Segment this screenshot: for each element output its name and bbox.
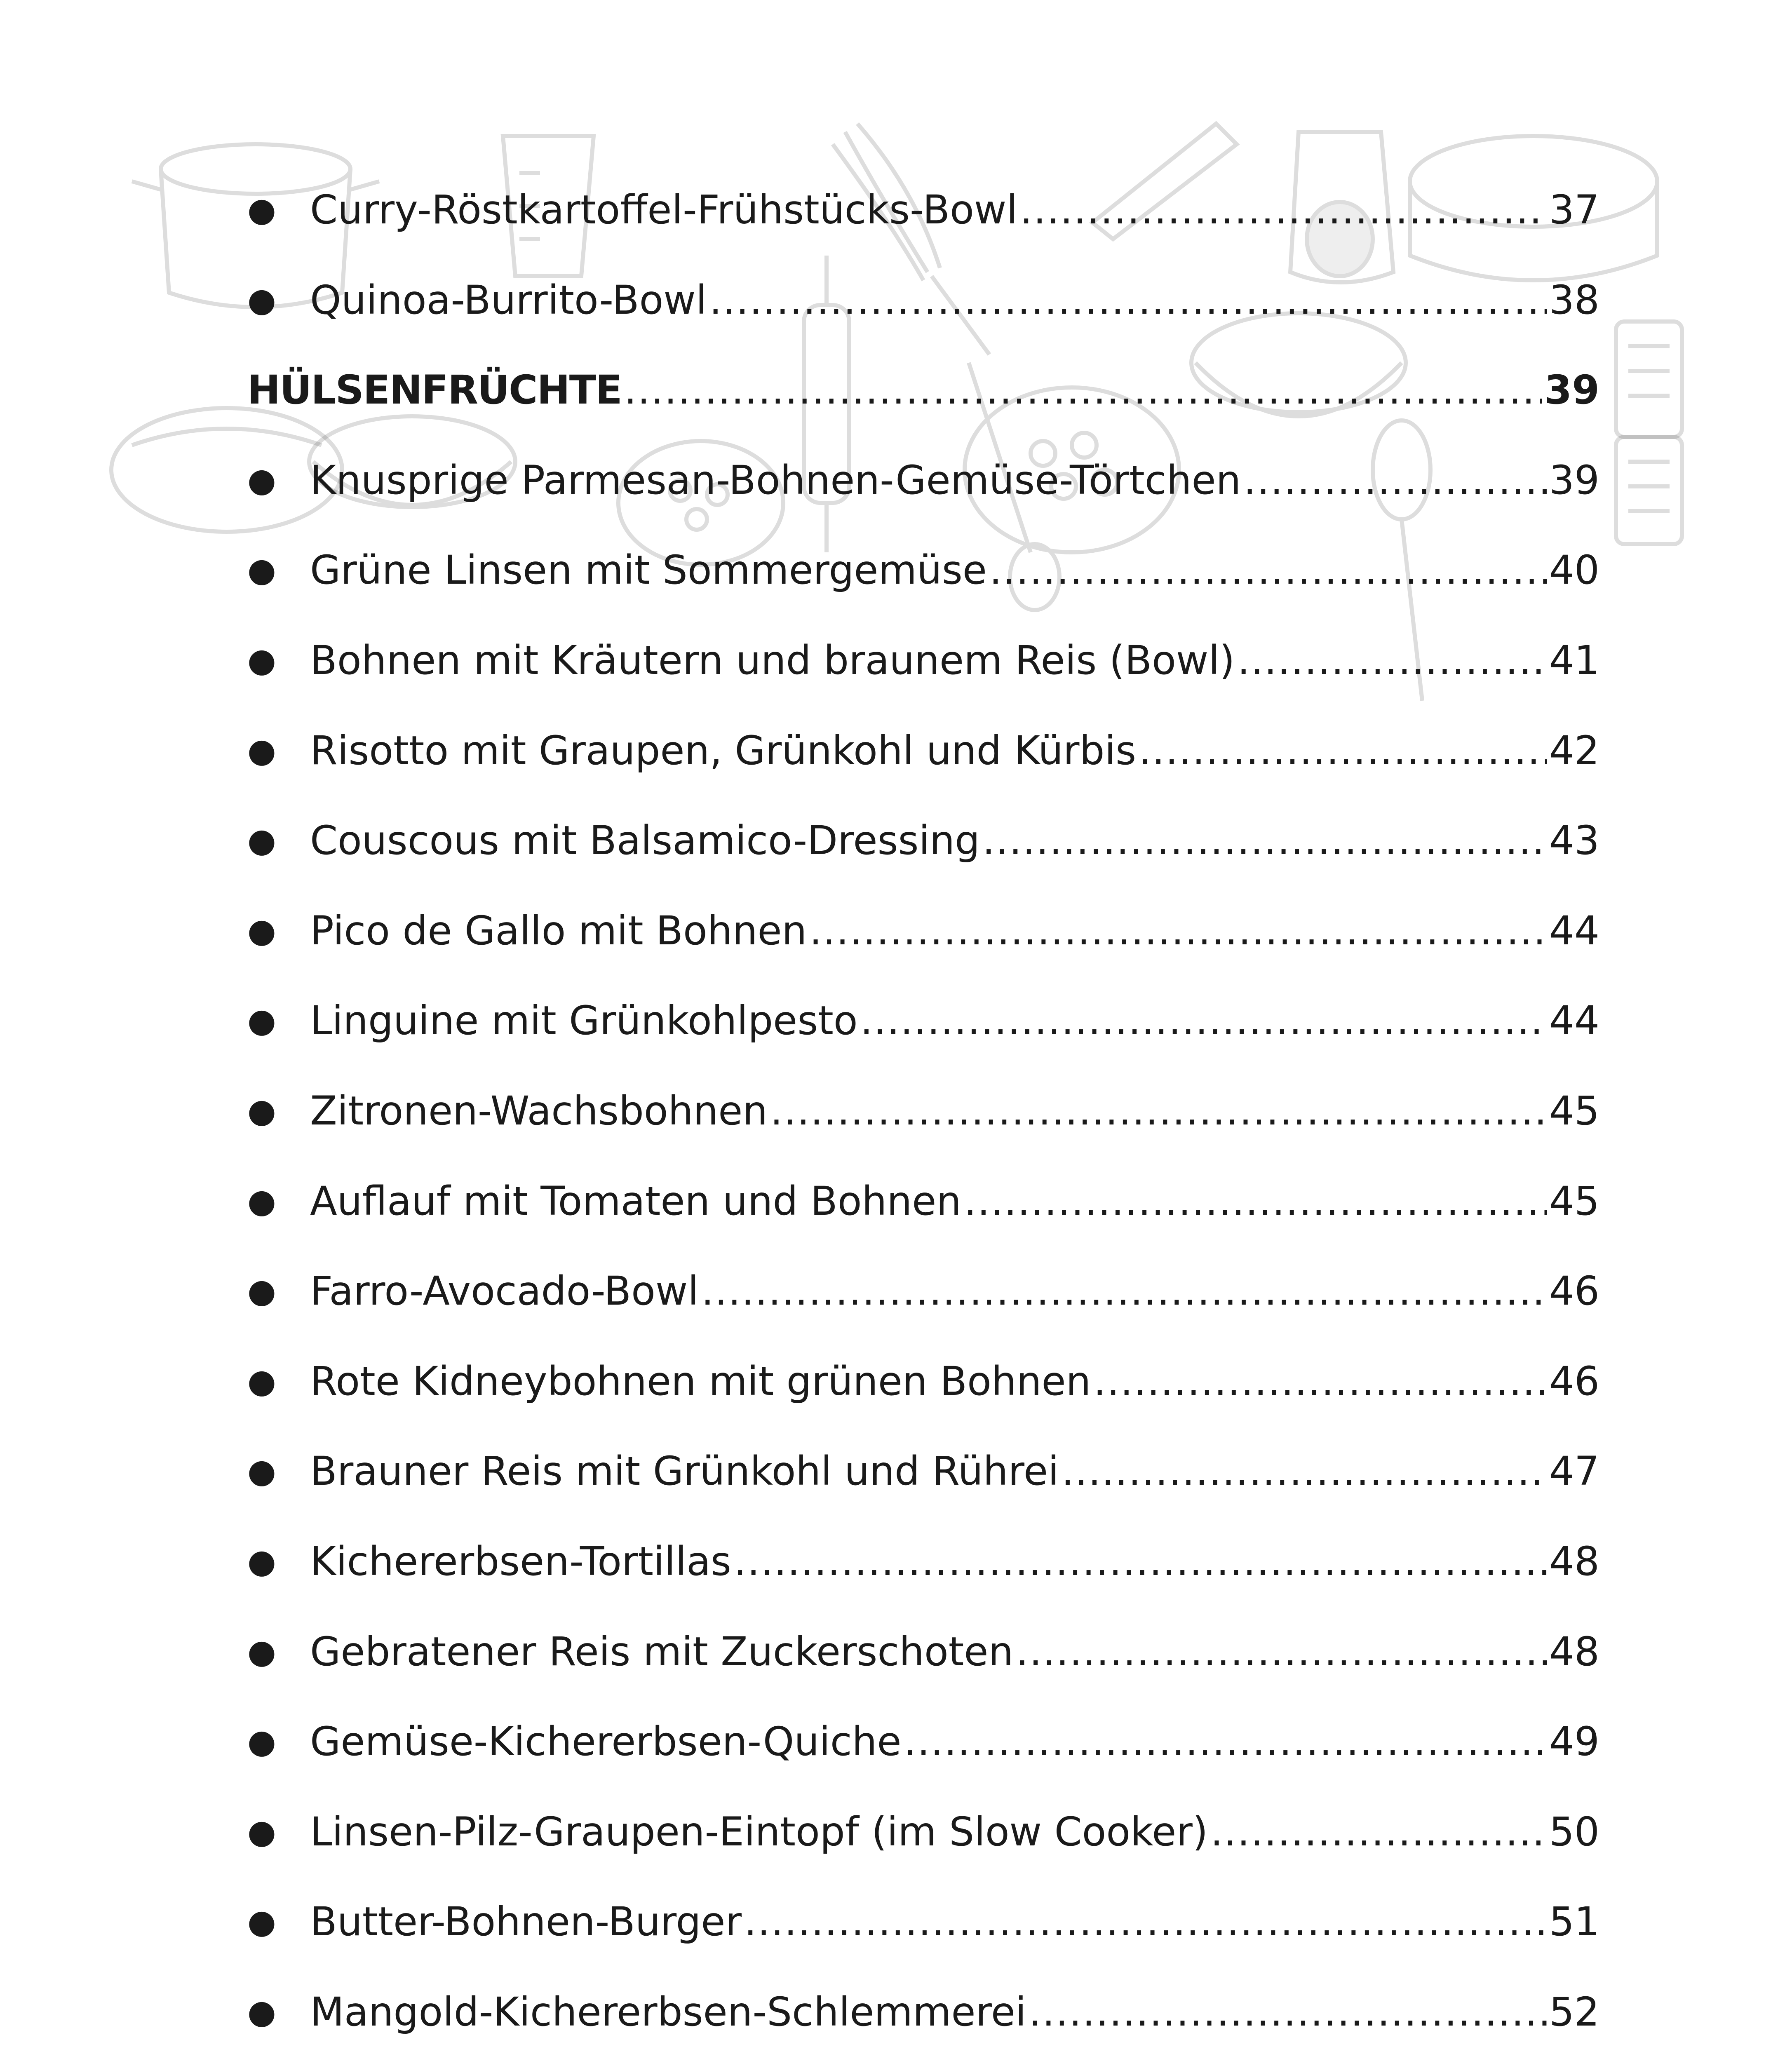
bullet-icon: ●: [247, 1632, 276, 1671]
page-number: 39: [1544, 367, 1599, 413]
page-number: 37: [1549, 187, 1599, 233]
bullet-icon: ●: [247, 280, 276, 319]
entry-title: Gebratener Reis mit Zuckerschoten: [310, 1628, 1014, 1675]
entry-title: Grüne Linsen mit Sommergemüse: [310, 547, 987, 594]
dot-leader: [1243, 435, 1546, 526]
entry-title: Bohnen mit Kräutern und braunem Reis (Bowl): [310, 637, 1235, 683]
page-number: 49: [1549, 1718, 1599, 1765]
dot-leader: [1139, 706, 1547, 796]
dot-leader: [989, 525, 1547, 615]
bullet-icon: ●: [247, 1181, 276, 1220]
dot-leader: [964, 1156, 1547, 1246]
dot-leader: [860, 976, 1547, 1066]
table-of-contents: [247, 165, 1599, 2061]
bullet-icon: ●: [247, 1722, 276, 1761]
dot-leader: [698, 2057, 1547, 2061]
page-number: [1549, 2057, 1599, 2061]
bullet-icon: ●: [247, 1812, 276, 1851]
entry-title: Linsen-Pilz-Graupen-Eintopf (im Slow Cooker): [310, 1808, 1208, 1855]
dot-leader: [744, 1877, 1547, 1967]
toc-entry[interactable]: [247, 706, 1599, 796]
bullet-icon: ●: [247, 551, 276, 589]
bullet-icon: ●: [247, 1001, 276, 1040]
toc-entry[interactable]: [247, 1426, 1599, 1516]
entry-title: Pico de Gallo mit Bohnen: [310, 907, 807, 954]
bullet-icon: ●: [247, 731, 276, 770]
dot-leader: [1016, 1607, 1547, 1697]
toc-entry[interactable]: [247, 886, 1599, 976]
dot-leader: [1210, 1787, 1547, 1877]
bullet-icon: ●: [247, 1272, 276, 1310]
toc-entry[interactable]: [247, 1787, 1599, 1877]
entry-title: Butter-Bohnen-Burger: [310, 1899, 742, 1945]
bullet-icon: ●: [247, 1091, 276, 1130]
section-title: HÜLSENFRÜCHTE: [247, 367, 622, 413]
bullet-icon: ●: [247, 821, 276, 860]
bullet-icon: ●: [247, 1452, 276, 1491]
bullet-icon: ●: [247, 460, 276, 499]
dot-leader: [1062, 1426, 1547, 1516]
bullet-icon: ●: [247, 641, 276, 679]
entry-title: Gemüse-Kichererbsen-Quiche: [310, 1718, 902, 1765]
bullet-icon: ●: [247, 911, 276, 950]
dot-leader: [709, 255, 1546, 345]
bullet-icon: ●: [247, 1542, 276, 1580]
toc-entry[interactable]: [247, 615, 1599, 706]
toc-entry[interactable]: [247, 976, 1599, 1066]
toc-entry[interactable]: [247, 1877, 1599, 1967]
grater-icon: [1616, 437, 1682, 544]
toc-entry[interactable]: [247, 2057, 1599, 2061]
toc-section-heading[interactable]: [247, 345, 1599, 435]
dot-leader: [904, 1697, 1547, 1787]
page-number: 43: [1549, 817, 1599, 864]
dot-leader: [770, 1066, 1547, 1156]
toc-entry[interactable]: [247, 1607, 1599, 1697]
page-number: 45: [1549, 1087, 1599, 1134]
page-number: 38: [1549, 277, 1599, 323]
page-number: 40: [1549, 547, 1599, 594]
page-number: 45: [1549, 1178, 1599, 1224]
toc-entry[interactable]: [247, 1246, 1599, 1336]
dot-leader: [809, 886, 1547, 976]
entry-title: Brauner Reis mit Grünkohl und Rührei: [310, 1448, 1059, 1495]
bullet-icon: [247, 2057, 260, 2061]
entry-title: Curry-Röstkartoffel-Frühstücks-Bowl: [310, 187, 1018, 233]
page-number: 42: [1549, 727, 1599, 774]
page-number: 48: [1549, 1628, 1599, 1675]
entry-title: Auflauf mit Tomaten und Bohnen: [310, 1178, 962, 1224]
dot-leader: [1237, 615, 1546, 706]
toc-entry[interactable]: [247, 255, 1599, 345]
dot-leader: [734, 1516, 1547, 1607]
page-number: 46: [1549, 1358, 1599, 1404]
toc-entry[interactable]: [247, 525, 1599, 615]
bullet-icon: ●: [247, 1361, 276, 1400]
page-number: 52: [1549, 1988, 1599, 2035]
entry-title: [247, 2057, 696, 2061]
dot-leader: [1093, 1336, 1546, 1427]
toc-entry[interactable]: [247, 796, 1599, 886]
page-number: 48: [1549, 1538, 1599, 1584]
page-number: 47: [1549, 1448, 1599, 1495]
entry-title: Couscous mit Balsamico-Dressing: [310, 817, 980, 864]
dot-leader: [982, 796, 1547, 886]
toc-entry[interactable]: [247, 1066, 1599, 1156]
page-number: 41: [1549, 637, 1599, 683]
dot-leader: [1020, 165, 1547, 255]
toc-entry[interactable]: [247, 1516, 1599, 1607]
dot-leader: [701, 1246, 1547, 1336]
bullet-icon: ●: [247, 1992, 276, 2031]
entry-title: Risotto mit Graupen, Grünkohl und Kürbis: [310, 727, 1137, 774]
toc-entry[interactable]: [247, 1336, 1599, 1427]
bullet-icon: ●: [247, 190, 276, 229]
dot-leader: [1029, 1967, 1547, 2057]
entry-title: Quinoa-Burrito-Bowl: [310, 277, 707, 323]
toc-entry[interactable]: [247, 165, 1599, 255]
dot-leader: [624, 345, 1542, 435]
entry-title: Zitronen-Wachsbohnen: [310, 1087, 768, 1134]
page-number: 46: [1549, 1268, 1599, 1315]
page-number: 44: [1549, 998, 1599, 1044]
entry-title: Linguine mit Grünkohlpesto: [310, 998, 858, 1044]
toc-entry[interactable]: [247, 1967, 1599, 2057]
entry-title: Mangold-Kichererbsen-Schlemmerei: [310, 1988, 1026, 2035]
page-number: 44: [1549, 907, 1599, 954]
entry-title: Knusprige Parmesan-Bohnen-Gemüse-Törtchen: [310, 457, 1241, 503]
page-number: 50: [1549, 1808, 1599, 1855]
toc-entry[interactable]: [247, 1697, 1599, 1787]
entry-title: Rote Kidneybohnen mit grünen Bohnen: [310, 1358, 1091, 1404]
toc-entry[interactable]: [247, 435, 1599, 526]
entry-title: Kichererbsen-Tortillas: [310, 1538, 731, 1584]
bullet-icon: ●: [247, 1902, 276, 1941]
toc-entry[interactable]: [247, 1156, 1599, 1246]
page-number: 39: [1549, 457, 1599, 503]
page-number: 51: [1549, 1899, 1599, 1945]
entry-title: Farro-Avocado-Bowl: [310, 1268, 699, 1315]
